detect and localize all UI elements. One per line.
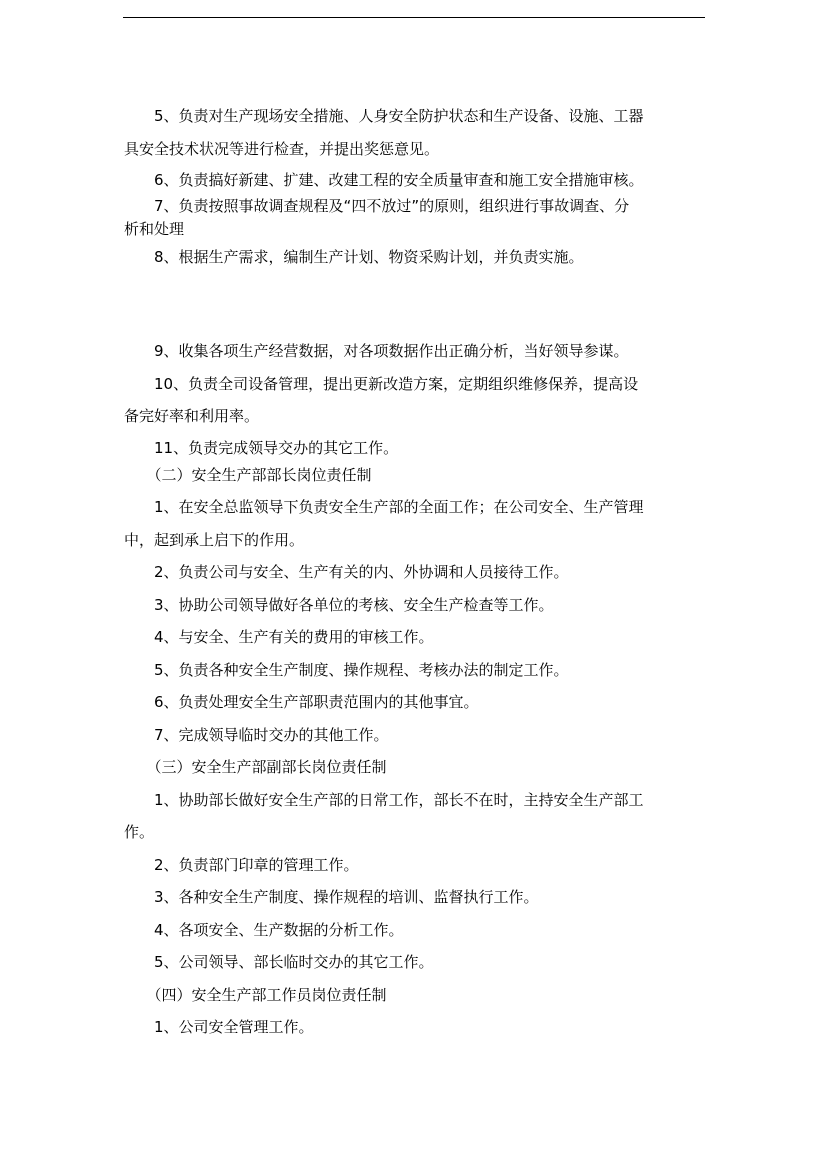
text-line: 析和处理 — [124, 220, 185, 238]
text-line: 8、根据生产需求，编制生产计划、物资采购计划，并负责实施。 — [124, 248, 584, 266]
text-line: 5、负责各种安全生产制度、操作规程、考核办法的制定工作。 — [124, 661, 569, 679]
text-line: 4、与安全、生产有关的费用的审核工作。 — [124, 628, 434, 646]
text-line: 1、在安全总监领导下负责安全生产部的全面工作；在公司安全、生产管理 — [124, 498, 644, 516]
section-heading: （三）安全生产部副部长岗位责任制 — [124, 758, 387, 776]
text-line: 2、负责部门印章的管理工作。 — [124, 856, 359, 874]
text-line: 1、公司安全管理工作。 — [124, 1018, 314, 1036]
text-line: 3、各种安全生产制度、操作规程的培训、监督执行工作。 — [124, 888, 539, 906]
text-line: 5、负责对生产现场安全措施、人身安全防护状态和生产设备、设施、工器 — [124, 107, 644, 125]
text-line: 中，起到承上启下的作用。 — [124, 531, 305, 549]
section-heading: （四）安全生产部工作员岗位责任制 — [124, 986, 387, 1004]
text-line: 3、协助公司领导做好各单位的考核、安全生产检查等工作。 — [124, 596, 554, 614]
text-line: 6、负责搞好新建、扩建、改建工程的安全质量审查和施工安全措施审核。 — [124, 171, 644, 189]
text-line: 4、各项安全、生产数据的分析工作。 — [124, 921, 404, 939]
text-line: 具安全技术状况等进行检查，并提出奖惩意见。 — [124, 140, 440, 158]
text-line: 10、负责全司设备管理，提出更新改造方案，定期组织维修保养，提高设 — [124, 375, 639, 393]
text-line: 9、收集各项生产经营数据，对各项数据作出正确分析，当好领导参谋。 — [124, 342, 629, 360]
text-line: 备完好率和利用率。 — [124, 407, 260, 425]
text-line: 7、负责按照事故调查规程及“四不放过”的原则，组织进行事故调查、分 — [124, 197, 630, 215]
text-line: 5、公司领导、部长临时交办的其它工作。 — [124, 953, 434, 971]
text-line: 作。 — [124, 823, 155, 841]
section-heading: （二）安全生产部部长岗位责任制 — [124, 466, 372, 484]
text-line: 1、协助部长做好安全生产部的日常工作，部长不在时，主持安全生产部工 — [124, 791, 644, 809]
header-rule — [123, 17, 705, 18]
text-line: 7、完成领导临时交办的其他工作。 — [124, 726, 389, 744]
text-line: 6、负责处理安全生产部职责范围内的其他事宜。 — [124, 693, 479, 711]
text-line: 2、负责公司与安全、生产有关的内、外协调和人员接待工作。 — [124, 563, 569, 581]
text-line: 11、负责完成领导交办的其它工作。 — [124, 439, 399, 457]
